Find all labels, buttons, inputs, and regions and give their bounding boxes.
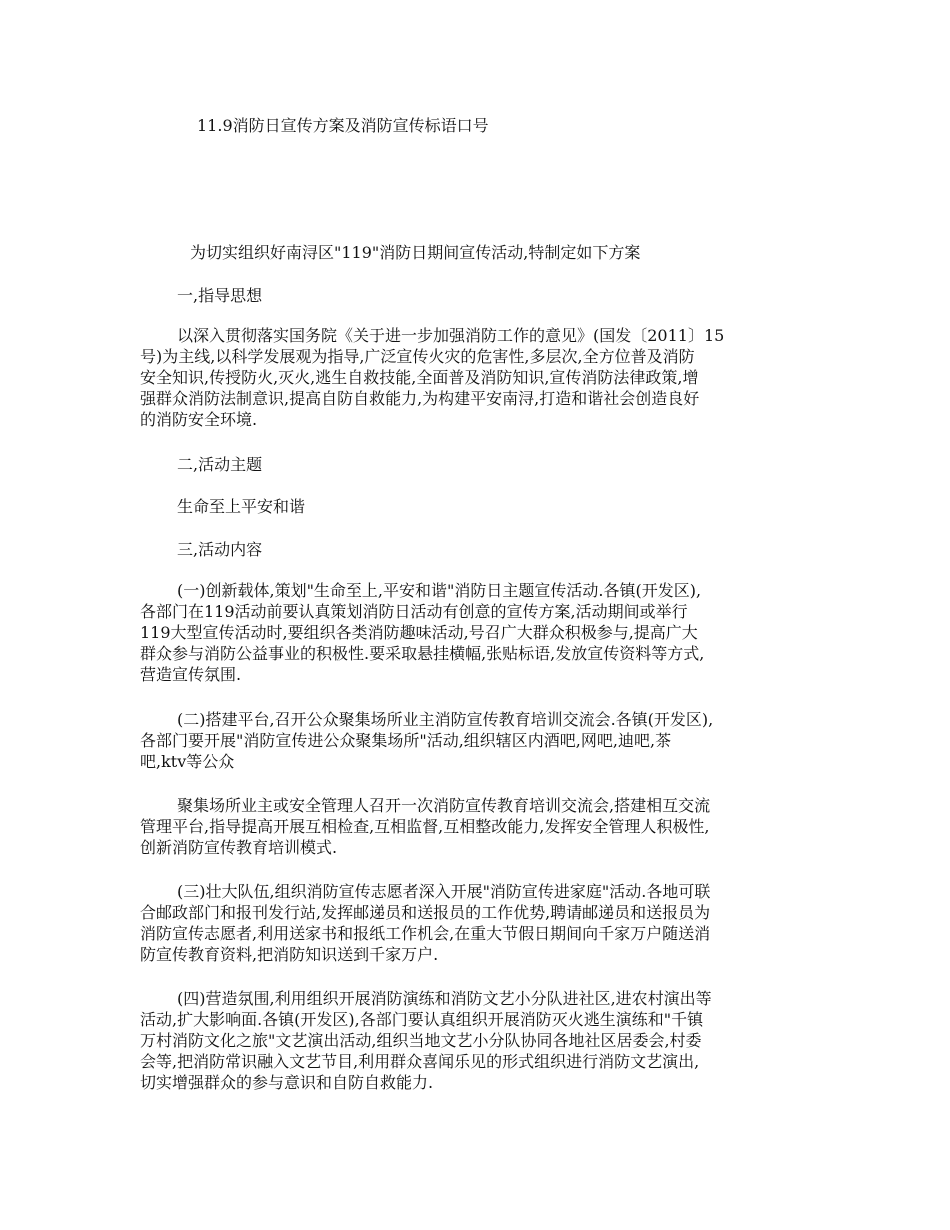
paragraph-line: 创新消防宣传教育培训模式.: [140, 838, 338, 857]
section-heading-activity-content: 三,活动内容: [177, 540, 263, 559]
document-title: 11.9消防日宣传方案及消防宣传标语口号: [197, 116, 489, 135]
paragraph-line: 各部门要开展"消防宣传进公众聚集场所"活动,组织辖区内酒吧,网吧,迪吧,茶: [140, 731, 672, 750]
paragraph-line: 强群众消防法制意识,提高自防自救能力,为构建平安南浔,打造和谐社会创造良好: [140, 389, 700, 408]
paragraph-item-two: [140, 709, 820, 772]
paragraph-line: 防宣传教育资料,把消防知识送到千家万户.: [140, 945, 439, 964]
paragraph-line: 管理平台,指导提高开展互相检查,互相监督,互相整改能力,发挥安全管理人积极性,: [140, 817, 710, 836]
paragraph-line: 活动,扩大影响面.各镇(开发区),各部门要认真组织开展消防灭火逃生演练和"千镇: [140, 1010, 704, 1029]
paragraph-item-two-continued: [140, 795, 820, 858]
paragraph-line: 119大型宣传活动时,要组织各类消防趣味活动,号召广大群众积极参与,提高广大: [140, 623, 698, 642]
paragraph-line: 以深入贯彻落实国务院《关于进一步加强消防工作的意见》(国发〔2011〕15: [177, 326, 725, 345]
paragraph-line: 万村消防文化之旅"文艺演出活动,组织当地文艺小分队协同各地社区居委会,村委: [140, 1031, 702, 1050]
paragraph-line: 营造宣传氛围.: [140, 665, 242, 684]
paragraph-line: 消防宣传志愿者,利用送家书和报纸工作机会,在重大节假日期间向千家万户随送消: [140, 924, 711, 943]
paragraph-line: 切实增强群众的参与意识和自防自救能力.: [140, 1073, 434, 1092]
activity-theme-text: 生命至上平安和谐: [177, 497, 306, 516]
paragraph-line: 聚集场所业主或安全管理人召开一次消防宣传教育培训交流会,搭建相互交流: [177, 796, 711, 815]
paragraph-line: 的消防安全环境.: [140, 410, 258, 429]
paragraph-line: 各部门在119活动前要认真策划消防日活动有创意的宣传方案,活动期间或举行: [140, 602, 688, 621]
paragraph-item-one: [140, 580, 820, 685]
section-heading-activity-theme: 二,活动主题: [177, 455, 263, 474]
section-heading-guiding-thought: 一,指导思想: [177, 286, 263, 305]
paragraph-line: 会等,把消防常识融入文艺节目,利用群众喜闻乐见的形式组织进行消防文艺演出,: [140, 1052, 700, 1071]
paragraph-line: (二)搭建平台,召开公众聚集场所业主消防宣传教育培训交流会.各镇(开发区),: [177, 710, 714, 729]
paragraph-line: (一)创新载体,策划"生命至上,平安和谐"消防日主题宣传活动.各镇(开发区),: [177, 581, 702, 600]
paragraph-line: (三)壮大队伍,组织消防宣传志愿者深入开展"消防宣传进家庭"活动.各地可联: [177, 882, 711, 901]
paragraph-line: (四)营造氛围,利用组织开展消防演练和消防文艺小分队进社区,进农村演出等: [177, 989, 712, 1008]
paragraph-guiding-thought: [140, 325, 820, 430]
paragraph-line: 号)为主线,以科学发展观为指导,广泛宣传火灾的危害性,多层次,全方位普及消防: [140, 347, 695, 366]
paragraph-item-three: [140, 881, 820, 965]
paragraph-line: 群众参与消防公益事业的积极性.要采取悬挂横幅,张贴标语,发放宣传资料等方式,: [140, 644, 705, 663]
paragraph-line: 安全知识,传授防火,灭火,逃生自救技能,全面普及消防知识,宣传消防法律政策,增: [140, 368, 699, 387]
paragraph-line: 吧,ktv等公众: [140, 752, 235, 771]
paragraph-item-four: [140, 988, 820, 1093]
paragraph-line: 合邮政部门和报刊发行站,发挥邮递员和送报员的工作优势,聘请邮递员和送报员为: [140, 903, 711, 922]
intro-line: 为切实组织好南浔区"119"消防日期间宣传活动,特制定如下方案: [190, 243, 641, 262]
